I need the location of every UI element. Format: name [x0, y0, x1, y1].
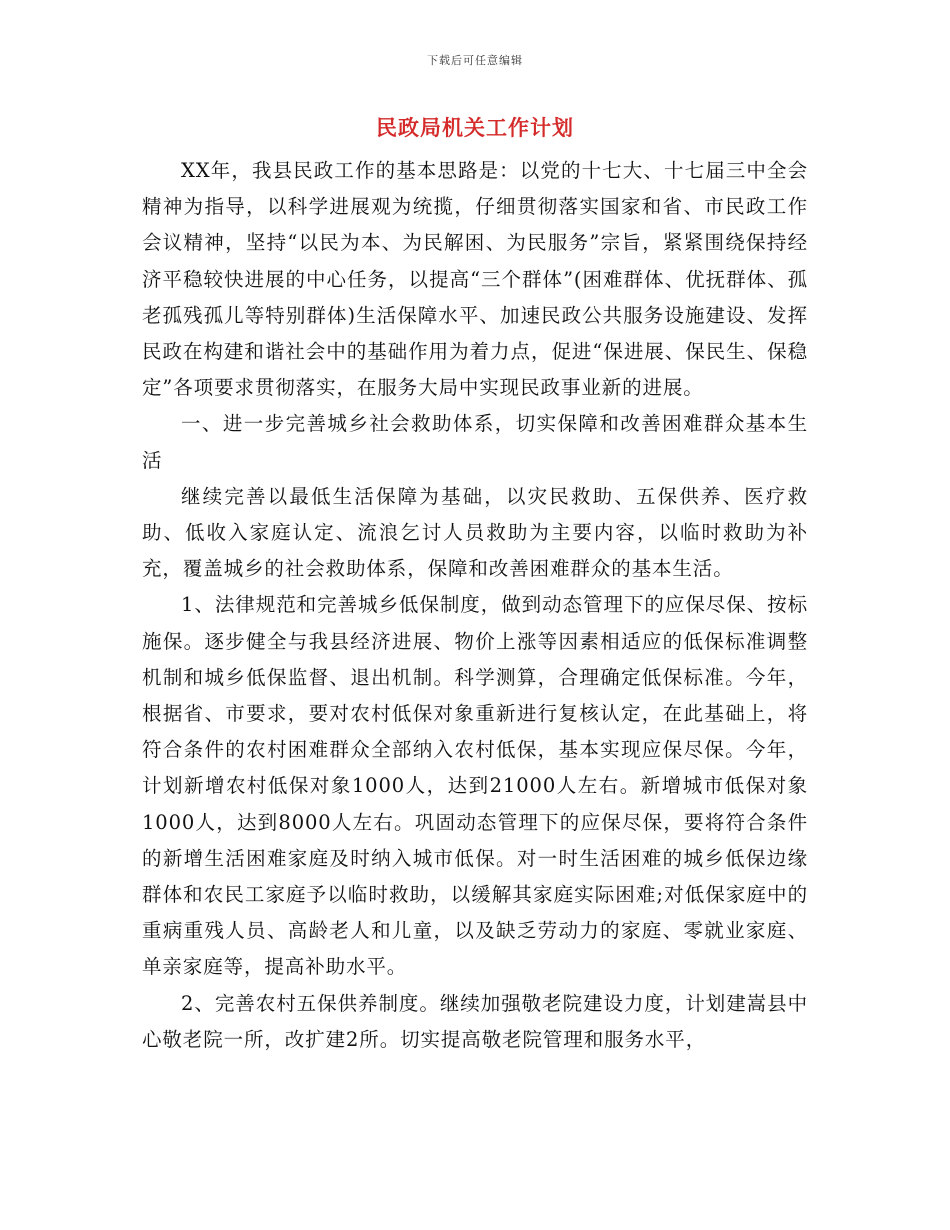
paragraph-item-2: 2、完善农村五保供养制度。继续加强敬老院建设力度，计划建嵩县中心敬老院一所，改扩建2所。切实提高敬老院管理和服务水平， — [142, 991, 808, 1051]
page-title: 民政局机关工作计划 — [376, 116, 574, 140]
paragraph-item-1: 1、法律规范和完善城乡低保制度，做到动态管理下的应保尽保、按标施保。逐步健全与我县经济进展、物价上涨等因素相适应的低保标准调整机制和城乡低保监督、退出机制。科学测算，合理确定低保标准。今年，根据省、市要求，要对农村低保对象重新进行复核认定，在此基础上，将符合条件的农村困难群众全部纳入农村低保，基本实现应保尽保。今年，计划新增农村低保对象1000人，达到21000人左右。新增城市低保对象1000人，达到8000人左右。巩固动态管理下的应保尽保，要将符合条件的新增生活困难家庭及时纳入城市低保。对一时生活困难的城乡低保边缘群体和农民工家庭予以临时救助，以缓解其家庭实际困难;对低保家庭中的重病重残人员、高龄老人和儿童，以及缺乏劳动力的家庭、零就业家庭、单亲家庭等，提高补助水平。 — [142, 593, 808, 979]
document-body — [142, 153, 808, 1058]
paragraph-section-1: 继续完善以最低生活保障为基础，以灾民救助、五保供养、医疗救助、低收入家庭认定、流浪乞讨人员救助为主要内容，以临时救助为补充，覆盖城乡的社会救助体系，保障和改善困难群众的基本生活。 — [142, 484, 808, 581]
header-note: 下载后可任意编辑 — [427, 54, 523, 67]
paragraph-intro: XX年，我县民政工作的基本思路是：以党的十七大、十七届三中全会精神为指导，以科学进展观为统揽，仔细贯彻落实国家和省、市民政工作会议精神，坚持“以民为本、为民解困、为民服务”宗旨，紧紧围绕保持经济平稳较快进展的中心任务，以提高“三个群体”(困难群体、优抚群体、孤老孤残孤儿等特别群体)生活保障水平、加速民政公共服务设施建设、发挥民政在构建和谐社会中的基础作用为着力点，促进“保进展、保民生、保稳定”各项要求贯彻落实，在服务大局中实现民政事业新的进展。 — [142, 159, 808, 400]
section-heading-1: 一、进一步完善城乡社会救助体系，切实保障和改善困难群众基本生活 — [142, 412, 808, 472]
